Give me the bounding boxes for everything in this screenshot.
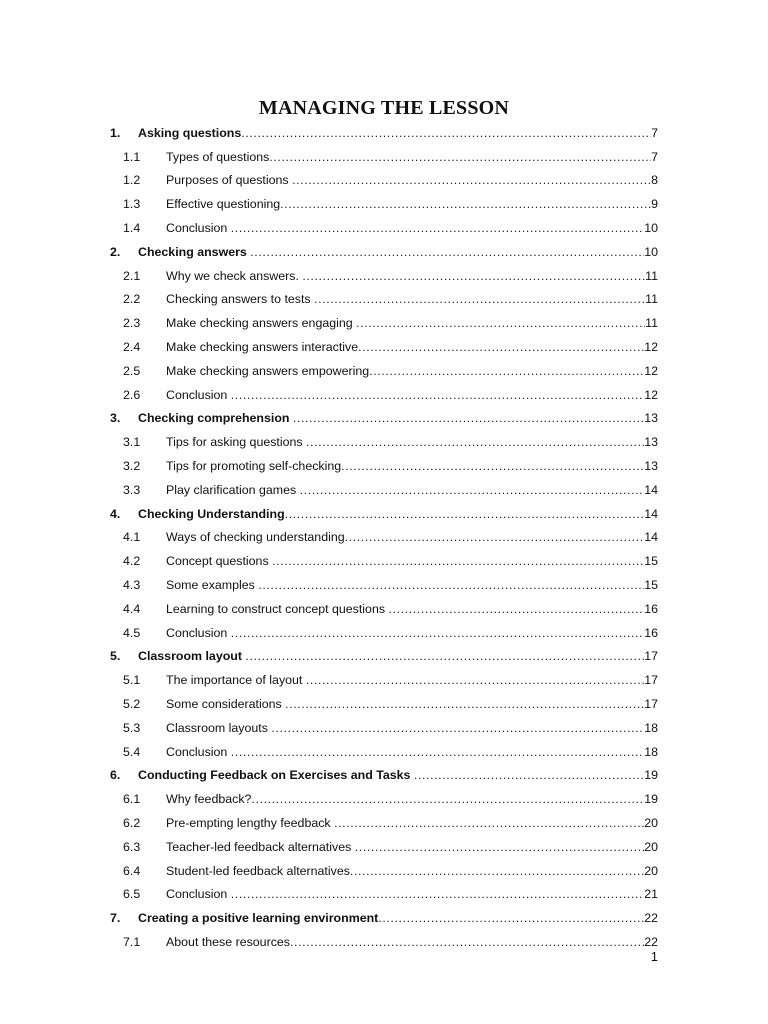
toc-subsection-entry[interactable] (0, 141, 768, 165)
toc-entry-number: 5.4 (123, 744, 141, 759)
toc-entry-leader (166, 173, 658, 188)
toc-entry-leader (166, 388, 658, 403)
toc-entry-number: 1.4 (123, 220, 141, 235)
toc-dot-leader (292, 173, 651, 188)
toc-entry-leader (166, 840, 658, 855)
toc-entry-number: 4.2 (123, 554, 141, 569)
toc-dot-leader (231, 388, 644, 403)
toc-entry-leader (166, 792, 658, 807)
toc-subsection-entry[interactable] (0, 688, 768, 712)
toc-entry-leader (138, 411, 658, 426)
toc-subsection-entry[interactable] (0, 426, 768, 450)
toc-subsection-entry[interactable] (0, 569, 768, 593)
toc-entry-page: 21 (644, 887, 658, 902)
toc-dot-leader (245, 649, 644, 664)
table-of-contents (0, 117, 768, 950)
toc-entry-number: 6.1 (123, 792, 141, 807)
toc-entry-page: 11 (645, 316, 658, 331)
toc-entry-leader (138, 911, 658, 926)
toc-entry-number: 1.3 (123, 197, 141, 212)
toc-entry-number: 6.2 (123, 815, 141, 830)
toc-entry-label: Play clarification games (166, 482, 300, 497)
toc-subsection-entry[interactable] (0, 284, 768, 308)
toc-entry-number: 5. (110, 649, 121, 664)
toc-subsection-entry[interactable] (0, 522, 768, 546)
toc-entry-leader (166, 864, 658, 879)
toc-entry-leader (166, 935, 658, 950)
toc-entry-label: Checking Understanding (138, 506, 285, 521)
toc-entry-label: Classroom layout (138, 649, 246, 664)
toc-entry-label: Learning to construct concept questions (166, 601, 389, 616)
toc-entry-page: 19 (644, 792, 658, 807)
toc-entry-page: 10 (644, 220, 658, 235)
toc-entry-page: 12 (644, 363, 658, 378)
document-title: MANAGING THE LESSON (258, 97, 510, 120)
toc-dot-leader (271, 721, 644, 736)
toc-subsection-entry[interactable] (0, 736, 768, 760)
toc-entry-number: 1.2 (123, 173, 141, 188)
toc-entry-leader (166, 221, 658, 236)
toc-dot-leader (388, 602, 644, 617)
toc-entry-leader (166, 530, 658, 545)
toc-entry-page: 10 (644, 244, 658, 259)
toc-entry-page: 17 (644, 649, 658, 664)
toc-entry-page: 9 (651, 197, 658, 212)
toc-dot-leader (251, 792, 644, 807)
toc-entry-leader (166, 292, 658, 307)
toc-entry-label: Conclusion (166, 625, 231, 640)
toc-entry-label: Concept questions (166, 554, 273, 569)
toc-dot-leader (231, 887, 644, 902)
toc-entry-page: 16 (644, 625, 658, 640)
toc-subsection-entry[interactable] (0, 926, 768, 950)
toc-entry-label: Classroom layouts (166, 720, 272, 735)
toc-entry-page: 13 (644, 458, 658, 473)
toc-entry-leader (138, 768, 658, 783)
toc-dot-leader (290, 935, 644, 950)
toc-entry-leader (166, 435, 658, 450)
toc-entry-page: 11 (645, 268, 658, 283)
toc-entry-page: 13 (644, 435, 658, 450)
toc-subsection-entry[interactable] (0, 712, 768, 736)
toc-dot-leader (350, 864, 644, 879)
toc-entry-page: 22 (644, 911, 658, 926)
toc-entry-leader (138, 649, 658, 664)
toc-entry-page: 17 (644, 673, 658, 688)
toc-subsection-entry[interactable] (0, 617, 768, 641)
toc-entry-label: Effective questioning (166, 197, 281, 212)
toc-entry-leader (166, 673, 658, 688)
toc-entry-leader (166, 269, 658, 284)
toc-subsection-entry[interactable] (0, 379, 768, 403)
toc-entry-number: 3.3 (123, 482, 141, 497)
toc-entry-leader (166, 578, 658, 593)
toc-dot-leader (231, 221, 644, 236)
toc-entry-page: 22 (644, 934, 658, 949)
page-number: 1 (650, 949, 658, 964)
toc-entry-label: Conclusion (166, 744, 231, 759)
toc-entry-number: 5.2 (123, 696, 141, 711)
toc-dot-leader (356, 316, 645, 331)
toc-entry-leader (166, 340, 658, 355)
toc-entry-page: 19 (644, 768, 658, 783)
toc-entry-leader (166, 721, 658, 736)
toc-entry-leader (166, 197, 658, 212)
toc-entry-leader (166, 602, 658, 617)
toc-dot-leader (250, 245, 644, 260)
toc-entry-page: 20 (644, 863, 658, 878)
toc-subsection-entry[interactable] (0, 545, 768, 569)
toc-entry-leader (166, 483, 658, 498)
toc-entry-label: Asking questions (138, 125, 242, 140)
toc-entry-label: Make checking answers interactive (166, 339, 359, 354)
toc-entry-leader (166, 816, 658, 831)
toc-subsection-entry[interactable] (0, 260, 768, 284)
toc-section-entry[interactable] (0, 498, 768, 522)
toc-entry-leader (166, 626, 658, 641)
toc-subsection-entry[interactable] (0, 879, 768, 903)
toc-subsection-entry[interactable] (0, 188, 768, 212)
toc-dot-leader (334, 816, 644, 831)
toc-entry-leader (166, 745, 658, 760)
toc-entry-label: Conclusion (166, 387, 231, 402)
toc-dot-leader (355, 840, 644, 855)
toc-dot-leader (269, 150, 651, 165)
toc-section-entry[interactable] (0, 760, 768, 784)
toc-dot-leader (378, 911, 644, 926)
toc-entry-number: 2.2 (123, 292, 141, 307)
toc-entry-page: 14 (644, 530, 658, 545)
toc-entry-label: Tips for asking questions (166, 435, 307, 450)
toc-entry-label: Creating a positive learning environment (138, 911, 379, 926)
toc-section-entry[interactable] (0, 403, 768, 427)
toc-entry-leader (138, 126, 658, 141)
toc-dot-leader (285, 507, 645, 522)
toc-dot-leader (414, 768, 644, 783)
toc-entry-label: About these resources (166, 934, 290, 949)
toc-entry-page: 7 (651, 125, 658, 140)
toc-section-entry[interactable] (0, 641, 768, 665)
toc-subsection-entry[interactable] (0, 450, 768, 474)
toc-subsection-entry[interactable] (0, 355, 768, 379)
toc-entry-leader (166, 316, 658, 331)
toc-subsection-entry[interactable] (0, 212, 768, 236)
toc-entry-leader (138, 245, 658, 260)
toc-entry-label: Ways of checking understanding (166, 530, 345, 545)
toc-entry-label: Why we check answers. (166, 268, 303, 283)
toc-subsection-entry[interactable] (0, 831, 768, 855)
toc-entry-leader (138, 507, 658, 522)
toc-entry-page: 14 (644, 482, 658, 497)
toc-entry-number: 6. (110, 768, 121, 783)
toc-entry-page: 12 (644, 339, 658, 354)
toc-entry-page: 18 (644, 720, 658, 735)
toc-entry-page: 15 (644, 577, 658, 592)
toc-dot-leader (272, 554, 644, 569)
toc-entry-page: 20 (644, 815, 658, 830)
toc-entry-label: Checking answers to tests (166, 292, 315, 307)
toc-entry-leader (166, 887, 658, 902)
toc-entry-number: 2.5 (123, 363, 141, 378)
toc-entry-page: 20 (644, 839, 658, 854)
toc-subsection-entry[interactable] (0, 664, 768, 688)
toc-entry-number: 5.3 (123, 720, 141, 735)
toc-entry-label: Some considerations (166, 696, 286, 711)
toc-entry-number: 6.3 (123, 839, 141, 854)
toc-entry-number: 4.1 (123, 530, 141, 545)
toc-dot-leader (300, 483, 645, 498)
toc-entry-label: Tips for promoting self-checking (166, 458, 342, 473)
toc-entry-page: 15 (644, 554, 658, 569)
toc-dot-leader (306, 673, 644, 688)
toc-dot-leader (314, 292, 645, 307)
toc-entry-page: 14 (644, 506, 658, 521)
toc-dot-leader (231, 626, 644, 641)
toc-entry-number: 4.5 (123, 625, 141, 640)
toc-subsection-entry[interactable] (0, 807, 768, 831)
toc-entry-number: 2.6 (123, 387, 141, 402)
toc-entry-number: 7. (110, 911, 121, 926)
toc-entry-number: 3.2 (123, 458, 141, 473)
toc-entry-label: Make checking answers engaging (166, 316, 357, 331)
toc-entry-number: 4.4 (123, 601, 141, 616)
toc-entry-label: Conclusion (166, 220, 231, 235)
toc-entry-number: 6.5 (123, 887, 141, 902)
toc-entry-label: Conducting Feedback on Exercises and Tasks (138, 768, 414, 783)
toc-entry-page: 12 (644, 387, 658, 402)
toc-entry-label: Conclusion (166, 887, 231, 902)
toc-entry-label: Checking comprehension (138, 411, 293, 426)
toc-subsection-entry[interactable] (0, 307, 768, 331)
toc-entry-number: 1. (110, 125, 121, 140)
toc-entry-label: Types of questions (166, 149, 270, 164)
toc-entry-label: Checking answers (138, 244, 251, 259)
toc-dot-leader (241, 126, 651, 141)
toc-entry-number: 2. (110, 244, 121, 259)
toc-entry-leader (166, 150, 658, 165)
toc-entry-number: 5.1 (123, 673, 141, 688)
toc-entry-number: 7.1 (123, 934, 141, 949)
toc-entry-page: 17 (644, 696, 658, 711)
toc-dot-leader (258, 578, 644, 593)
toc-dot-leader (231, 745, 644, 760)
toc-entry-label: Purposes of questions (166, 173, 293, 188)
toc-section-entry[interactable] (0, 117, 768, 141)
toc-dot-leader (285, 697, 644, 712)
toc-entry-label: The importance of layout (166, 673, 306, 688)
toc-entry-number: 3.1 (123, 435, 141, 450)
toc-dot-leader (302, 269, 645, 284)
toc-section-entry[interactable] (0, 236, 768, 260)
toc-subsection-entry[interactable] (0, 331, 768, 355)
toc-entry-page: 8 (651, 173, 658, 188)
toc-entry-label: Make checking answers empowering (166, 363, 370, 378)
toc-entry-leader (166, 697, 658, 712)
toc-subsection-entry[interactable] (0, 165, 768, 189)
toc-entry-label: Pre-empting lengthy feedback (166, 815, 335, 830)
toc-subsection-entry[interactable] (0, 474, 768, 498)
toc-entry-number: 6.4 (123, 863, 141, 878)
toc-entry-number: 1.1 (123, 149, 141, 164)
toc-entry-label: Teacher-led feedback alternatives (166, 839, 355, 854)
toc-entry-number: 3. (110, 411, 121, 426)
toc-subsection-entry[interactable] (0, 593, 768, 617)
toc-dot-leader (345, 530, 645, 545)
toc-section-entry[interactable] (0, 902, 768, 926)
toc-entry-leader (166, 364, 658, 379)
toc-entry-number: 4.3 (123, 577, 141, 592)
toc-dot-leader (280, 197, 651, 212)
toc-entry-page: 11 (645, 292, 658, 307)
toc-entry-label: Some examples (166, 577, 259, 592)
toc-dot-leader (293, 411, 644, 426)
toc-entry-page: 18 (644, 744, 658, 759)
toc-dot-leader (358, 340, 644, 355)
toc-dot-leader (369, 364, 644, 379)
toc-entry-leader (166, 459, 658, 474)
toc-dot-leader (306, 435, 644, 450)
toc-entry-number: 2.3 (123, 316, 141, 331)
toc-entry-number: 2.1 (123, 268, 141, 283)
toc-entry-number: 2.4 (123, 339, 141, 354)
toc-entry-page: 16 (644, 601, 658, 616)
toc-subsection-entry[interactable] (0, 783, 768, 807)
toc-entry-page: 13 (644, 411, 658, 426)
toc-entry-leader (166, 554, 658, 569)
toc-entry-label: Why feedback? (166, 792, 252, 807)
toc-entry-label: Student-led feedback alternatives (166, 863, 350, 878)
toc-subsection-entry[interactable] (0, 855, 768, 879)
toc-entry-page: 7 (651, 149, 658, 164)
toc-entry-number: 4. (110, 506, 121, 521)
toc-dot-leader (341, 459, 644, 474)
